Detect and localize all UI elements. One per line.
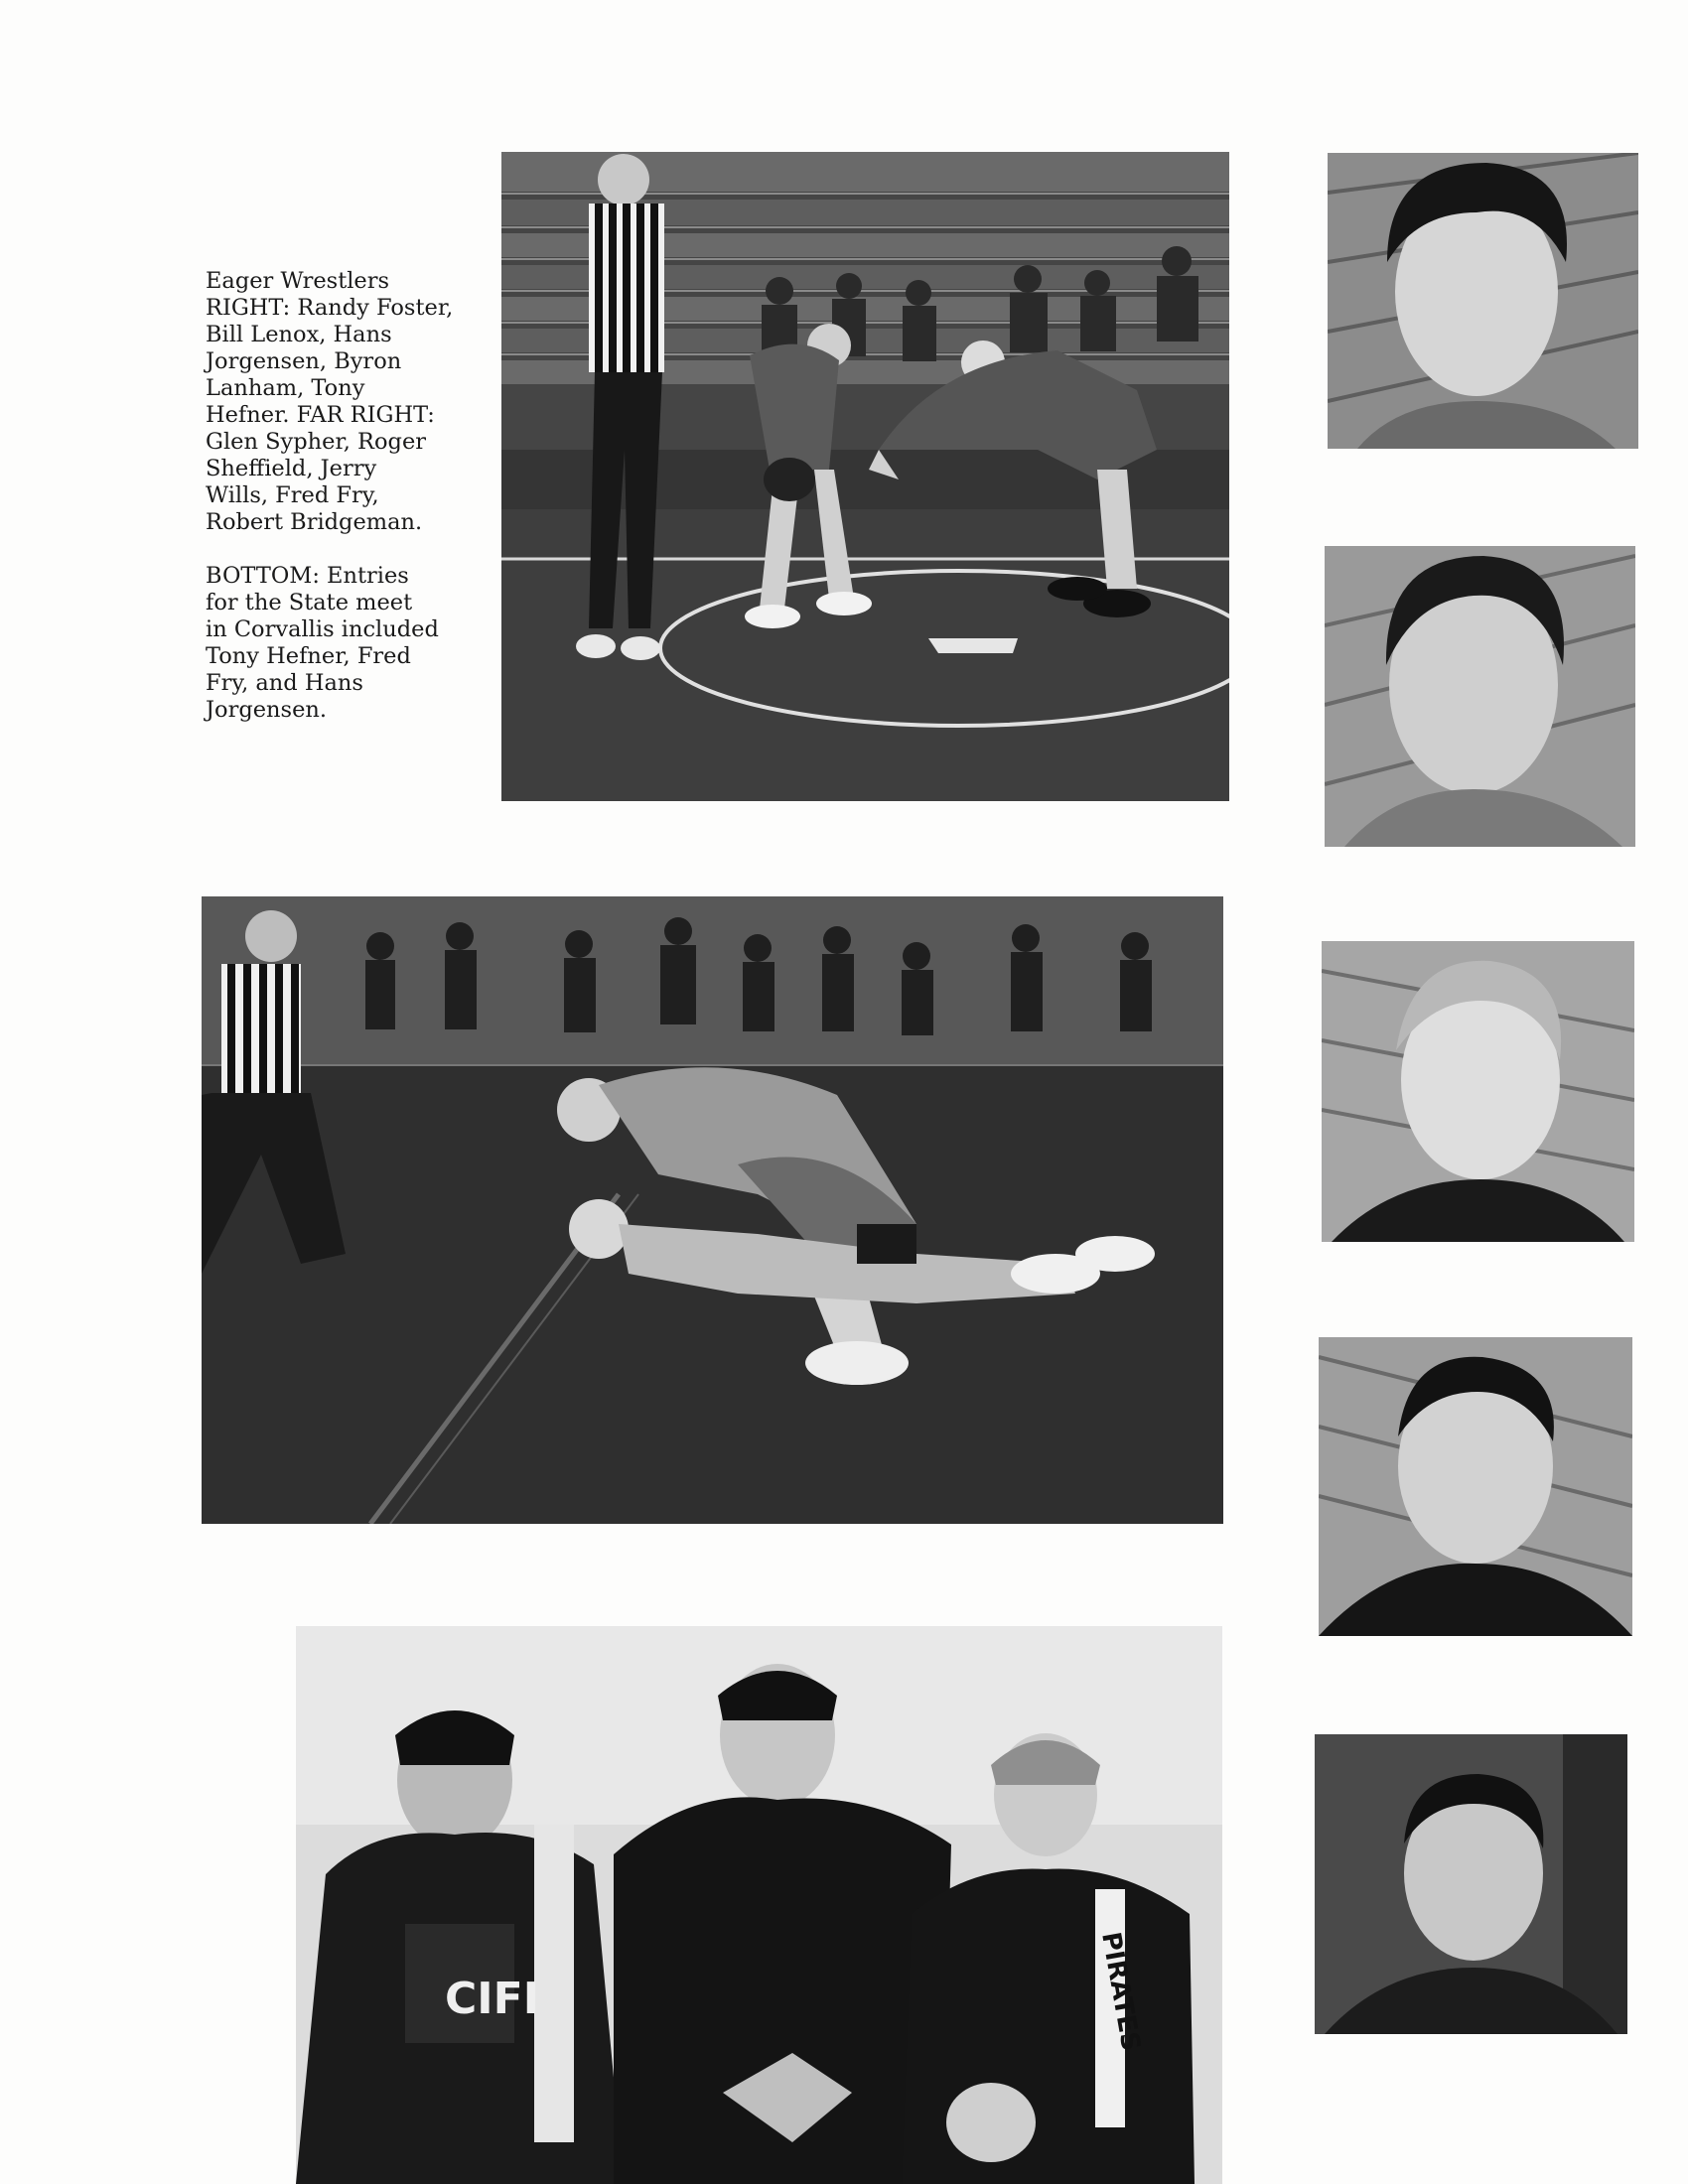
wrestler-portrait-4 [1319,1337,1632,1636]
wrestling-match-photo-top-image [501,152,1229,801]
wrestling-match-photo-middle [202,896,1223,1524]
wrestler-portrait-3-image [1322,941,1634,1242]
wrestler-portrait-1 [1328,153,1638,449]
state-meet-entries-photo [296,1626,1222,2184]
jacket-lettering-right: PIRATES [1095,1930,1146,2054]
jacket-lettering-left: CIFI [445,1974,540,2024]
photo-caption [206,268,484,724]
wrestler-portrait-2-image [1325,546,1635,847]
wrestler-portrait-5-image [1315,1734,1627,2034]
wrestling-match-photo-middle-image [202,896,1223,1524]
state-meet-entries-photo-image [296,1626,1222,2184]
wrestler-portrait-3 [1322,941,1634,1242]
caption-paragraph-2: BOTTOM: Entries for the State meet in Corvallis included Tony Hefner, Fred Fry, and Hans Jorgensen. [206,563,439,723]
wrestler-portrait-4-image [1319,1337,1632,1636]
wrestler-portrait-2 [1325,546,1635,847]
wrestler-portrait-5 [1315,1734,1627,2034]
caption-paragraph-1: Eager Wrestlers RIGHT: Randy Foster, Bill Lenox, Hans Jorgensen, Byron Lanham, Tony Hefner. FAR RIGHT: Glen Sypher, Roger Sheffield, Jerry Wills, Fred Fry, Robert Bridgeman. [206,268,454,535]
wrestling-match-photo-top [501,152,1229,801]
wrestler-portrait-1-image [1328,153,1638,449]
